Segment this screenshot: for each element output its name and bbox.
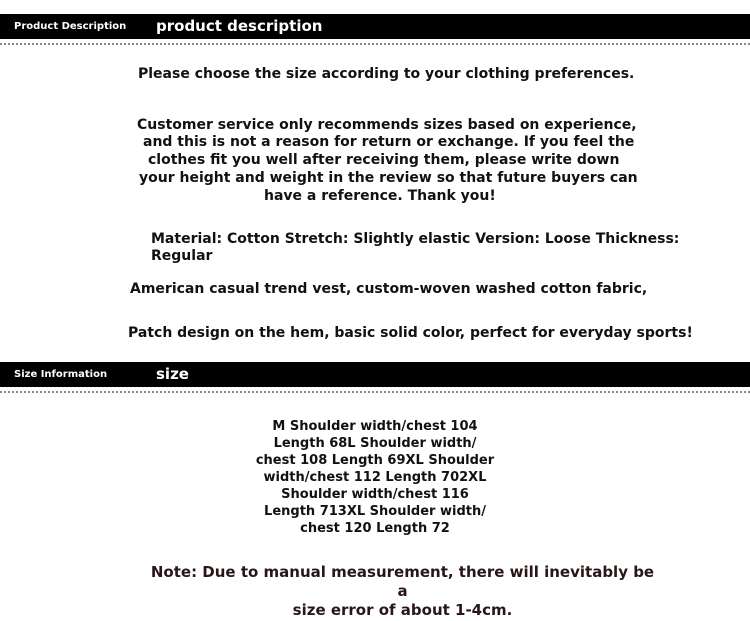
style-description: American casual trend vest, custom-woven washed cotton fabric, bbox=[130, 281, 648, 297]
size-line: chest 120 Length 72 bbox=[300, 521, 450, 536]
section-label-en: Product Description bbox=[14, 21, 127, 32]
material-line: Material: Cotton Stretch: Slightly elastic Version: Loose Thickness: bbox=[151, 231, 680, 247]
dotted-divider bbox=[0, 391, 750, 393]
service-line: have a reference. Thank you! bbox=[264, 188, 496, 204]
material-line: Regular bbox=[151, 248, 213, 264]
measurement-note bbox=[150, 563, 655, 620]
size-line: chest 108 Length 69XL Shoulder bbox=[255, 453, 495, 468]
size-line: Length 68L Shoulder width/ bbox=[273, 436, 477, 451]
design-description: Patch design on the hem, basic solid color, perfect for everyday sports! bbox=[128, 325, 693, 341]
service-line: Customer service only recommends sizes based on experience, bbox=[137, 117, 637, 133]
service-line: your height and weight in the review so that future buyers can bbox=[139, 170, 638, 186]
size-information-header bbox=[0, 362, 750, 387]
size-line: M Shoulder width/chest 104 bbox=[272, 419, 478, 434]
section-label-cn: size bbox=[156, 365, 189, 383]
dotted-divider bbox=[0, 43, 750, 45]
section-label-en: Size Information bbox=[14, 369, 108, 380]
section-label-cn: product description bbox=[156, 17, 323, 35]
size-chart-text bbox=[255, 418, 495, 537]
note-line: Note: Due to manual measurement, there will inevitably be a bbox=[150, 563, 655, 600]
size-preference-text: Please choose the size according to your clothing preferences. bbox=[138, 66, 635, 82]
service-line: and this is not a reason for return or exchange. If you feel the bbox=[143, 134, 635, 150]
service-line: clothes fit you well after receiving them, please write down bbox=[148, 152, 620, 168]
note-line: size error of about 1-4cm. bbox=[292, 601, 513, 619]
size-line: width/chest 112 Length 702XL bbox=[263, 470, 487, 485]
size-line: Length 713XL Shoulder width/ bbox=[264, 504, 486, 519]
product-description-header bbox=[0, 14, 750, 39]
size-line: Shoulder width/chest 116 bbox=[281, 487, 469, 502]
